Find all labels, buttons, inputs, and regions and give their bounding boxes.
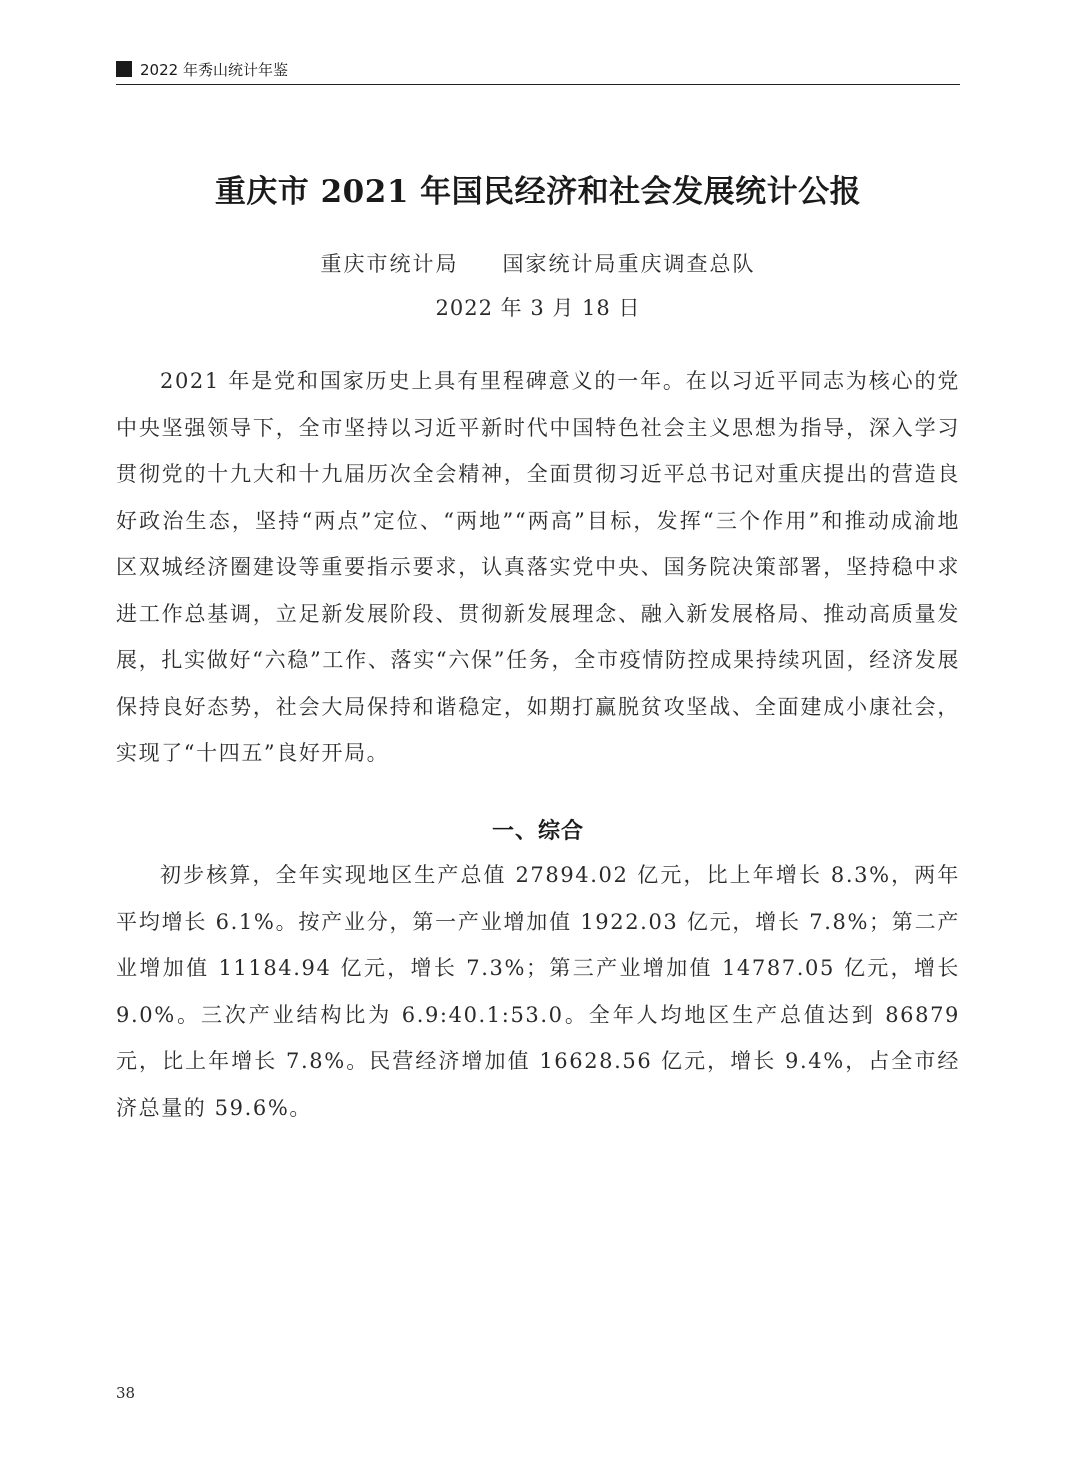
publication-date: 2022 年 3 月 18 日 bbox=[435, 296, 641, 320]
section-heading: 一、综合 bbox=[491, 819, 584, 844]
document-title: 重庆市 2021 年国民经济和社会发展统计公报 bbox=[214, 174, 862, 210]
section-paragraph: 初步核算，全年实现地区生产总值 27894.02 亿元，比上年增长 8.3%，两年平均增长 6.1%。按产业分，第一产业增加值 1922.03 亿元，增长 7.8%；第二产业增加值 11184.94 亿元，增长 7.3%；第三产业增加值 14787.05 亿元，增长 9.0%。三次产业结构比为 6.9:40.1:53.0。全年人均地区生产总值达到 86879 元，比上年增长 7.8%。民营经济增加值 16628.56 亿元，增长 9.4%，占全市经济总量的 59.6%。 bbox=[116, 863, 960, 1120]
header-square-icon bbox=[116, 61, 132, 77]
intro-paragraph: 2021 年是党和国家历史上具有里程碑意义的一年。在以习近平同志为核心的党中央坚强领导下，全市坚持以习近平新时代中国特色社会主义思想为指导，深入学习贯彻党的十九大和十九届历次全会精神，全面贯彻习近平总书记对重庆提出的营造良好政治生态，坚持“两点”定位、“两地”“两高”目标，发挥“三个作用”和推动成渝地区双城经济圈建设等重要指示要求，认真落实党中央、国务院决策部署，坚持稳中求进工作总基调，立足新发展阶段、贯彻新发展理念、融入新发展格局、推动高质量发展，扎实做好“六稳”工作、落实“六保”任务，全市疫情防控成果持续巩固，经济发展保持良好态势，社会大局保持和谐稳定，如期打赢脱贫攻坚战、全面建成小康社会，实现了“十四五”良好开局。 bbox=[116, 369, 960, 765]
author-1: 重庆市统计局 bbox=[320, 252, 459, 276]
running-header bbox=[116, 58, 960, 85]
running-header-text: 2022 年秀山统计年鉴 bbox=[140, 60, 288, 79]
author-2: 国家统计局重庆调查总队 bbox=[502, 252, 756, 276]
authors bbox=[116, 248, 960, 278]
page-number: 38 bbox=[116, 1384, 136, 1402]
